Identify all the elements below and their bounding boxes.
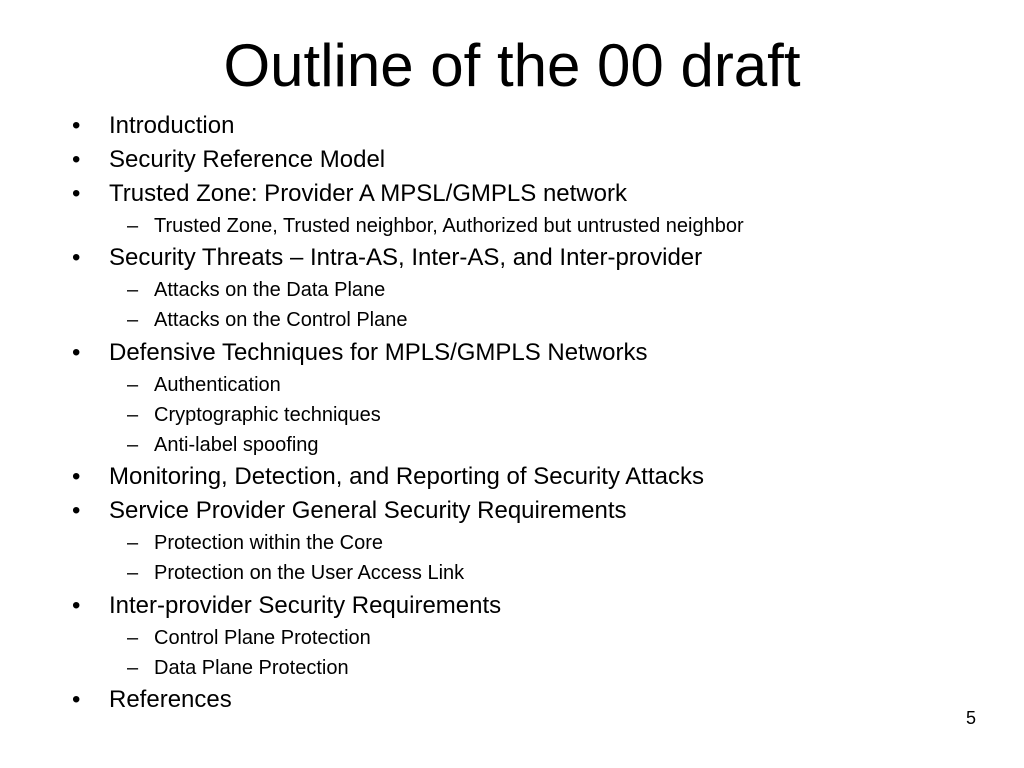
outline-subitem-label: Trusted Zone, Trusted neighbor, Authorized but untrusted neighbor xyxy=(154,215,744,237)
outline-subitem-label: Control Plane Protection xyxy=(154,626,371,649)
outline-item-label: Introduction xyxy=(109,112,235,139)
outline-list xyxy=(70,109,970,717)
outline-item xyxy=(70,683,970,717)
outline-item xyxy=(70,336,970,370)
slide-title: Outline of the 00 draft xyxy=(223,32,801,99)
outline-subitem xyxy=(70,430,970,460)
bullet-icon: • xyxy=(72,591,81,619)
outline-subitem-label: Cryptographic techniques xyxy=(154,403,381,426)
outline-item xyxy=(70,460,970,494)
outline-subitem-label: Protection on the User Access Link xyxy=(154,562,465,585)
bullet-icon: • xyxy=(72,180,81,207)
outline-item xyxy=(70,494,970,528)
outline-subitem xyxy=(70,211,970,241)
dash-icon: – xyxy=(127,309,139,332)
outline-subitem-label: Anti-label spoofing xyxy=(154,434,319,457)
page-number: 5 xyxy=(965,708,976,728)
outline-subitem xyxy=(70,623,970,653)
outline-item xyxy=(70,589,970,623)
bullet-icon: • xyxy=(72,463,81,491)
dash-icon: – xyxy=(127,403,139,426)
outline-item-label: Monitoring, Detection, and Reporting of Security Attacks xyxy=(109,463,704,491)
outline-subitem-label: Attacks on the Data Plane xyxy=(154,279,386,302)
outline-item-label: Trusted Zone: Provider A MPSL/GMPLS network xyxy=(109,180,627,207)
dash-icon: – xyxy=(127,279,139,302)
dash-icon: – xyxy=(127,434,139,457)
outline-subitem xyxy=(70,305,970,335)
outline-item xyxy=(70,143,970,177)
bullet-icon: • xyxy=(72,497,81,525)
outline-item-label: Inter-provider Security Requirements xyxy=(109,591,502,619)
bullet-icon: • xyxy=(72,112,81,139)
dash-icon: – xyxy=(127,656,139,679)
dash-icon: – xyxy=(127,215,139,237)
outline-item xyxy=(70,177,970,211)
bullet-icon: • xyxy=(72,146,81,173)
dash-icon: – xyxy=(127,373,139,396)
outline-item-label: Defensive Techniques for MPLS/GMPLS Networks xyxy=(109,338,648,366)
outline-item-label: References xyxy=(109,686,232,714)
outline-subitem xyxy=(70,400,970,430)
outline-subitem xyxy=(70,370,970,400)
outline-subitem-label: Attacks on the Control Plane xyxy=(154,309,408,332)
outline-subitem-label: Protection within the Core xyxy=(154,532,384,555)
outline-item-label: Security Threats – Intra-AS, Inter-AS, and Inter-provider xyxy=(109,244,703,272)
dash-icon: – xyxy=(127,626,139,649)
outline-subitem-label: Authentication xyxy=(154,373,281,396)
outline-item-label: Service Provider General Security Requirements xyxy=(109,497,627,525)
outline-item-label: Security Reference Model xyxy=(109,146,386,173)
dash-icon: – xyxy=(127,532,139,555)
bullet-icon: • xyxy=(72,338,81,366)
bullet-icon: • xyxy=(72,244,81,272)
outline-subitem xyxy=(70,275,970,305)
outline-subitem xyxy=(70,528,970,558)
outline-item xyxy=(70,109,970,143)
outline-subitem-label: Data Plane Protection xyxy=(154,656,349,679)
bullet-icon: • xyxy=(72,686,81,714)
outline-subitem xyxy=(70,558,970,588)
outline-subitem xyxy=(70,653,970,683)
dash-icon: – xyxy=(127,562,139,585)
outline-item xyxy=(70,241,970,275)
